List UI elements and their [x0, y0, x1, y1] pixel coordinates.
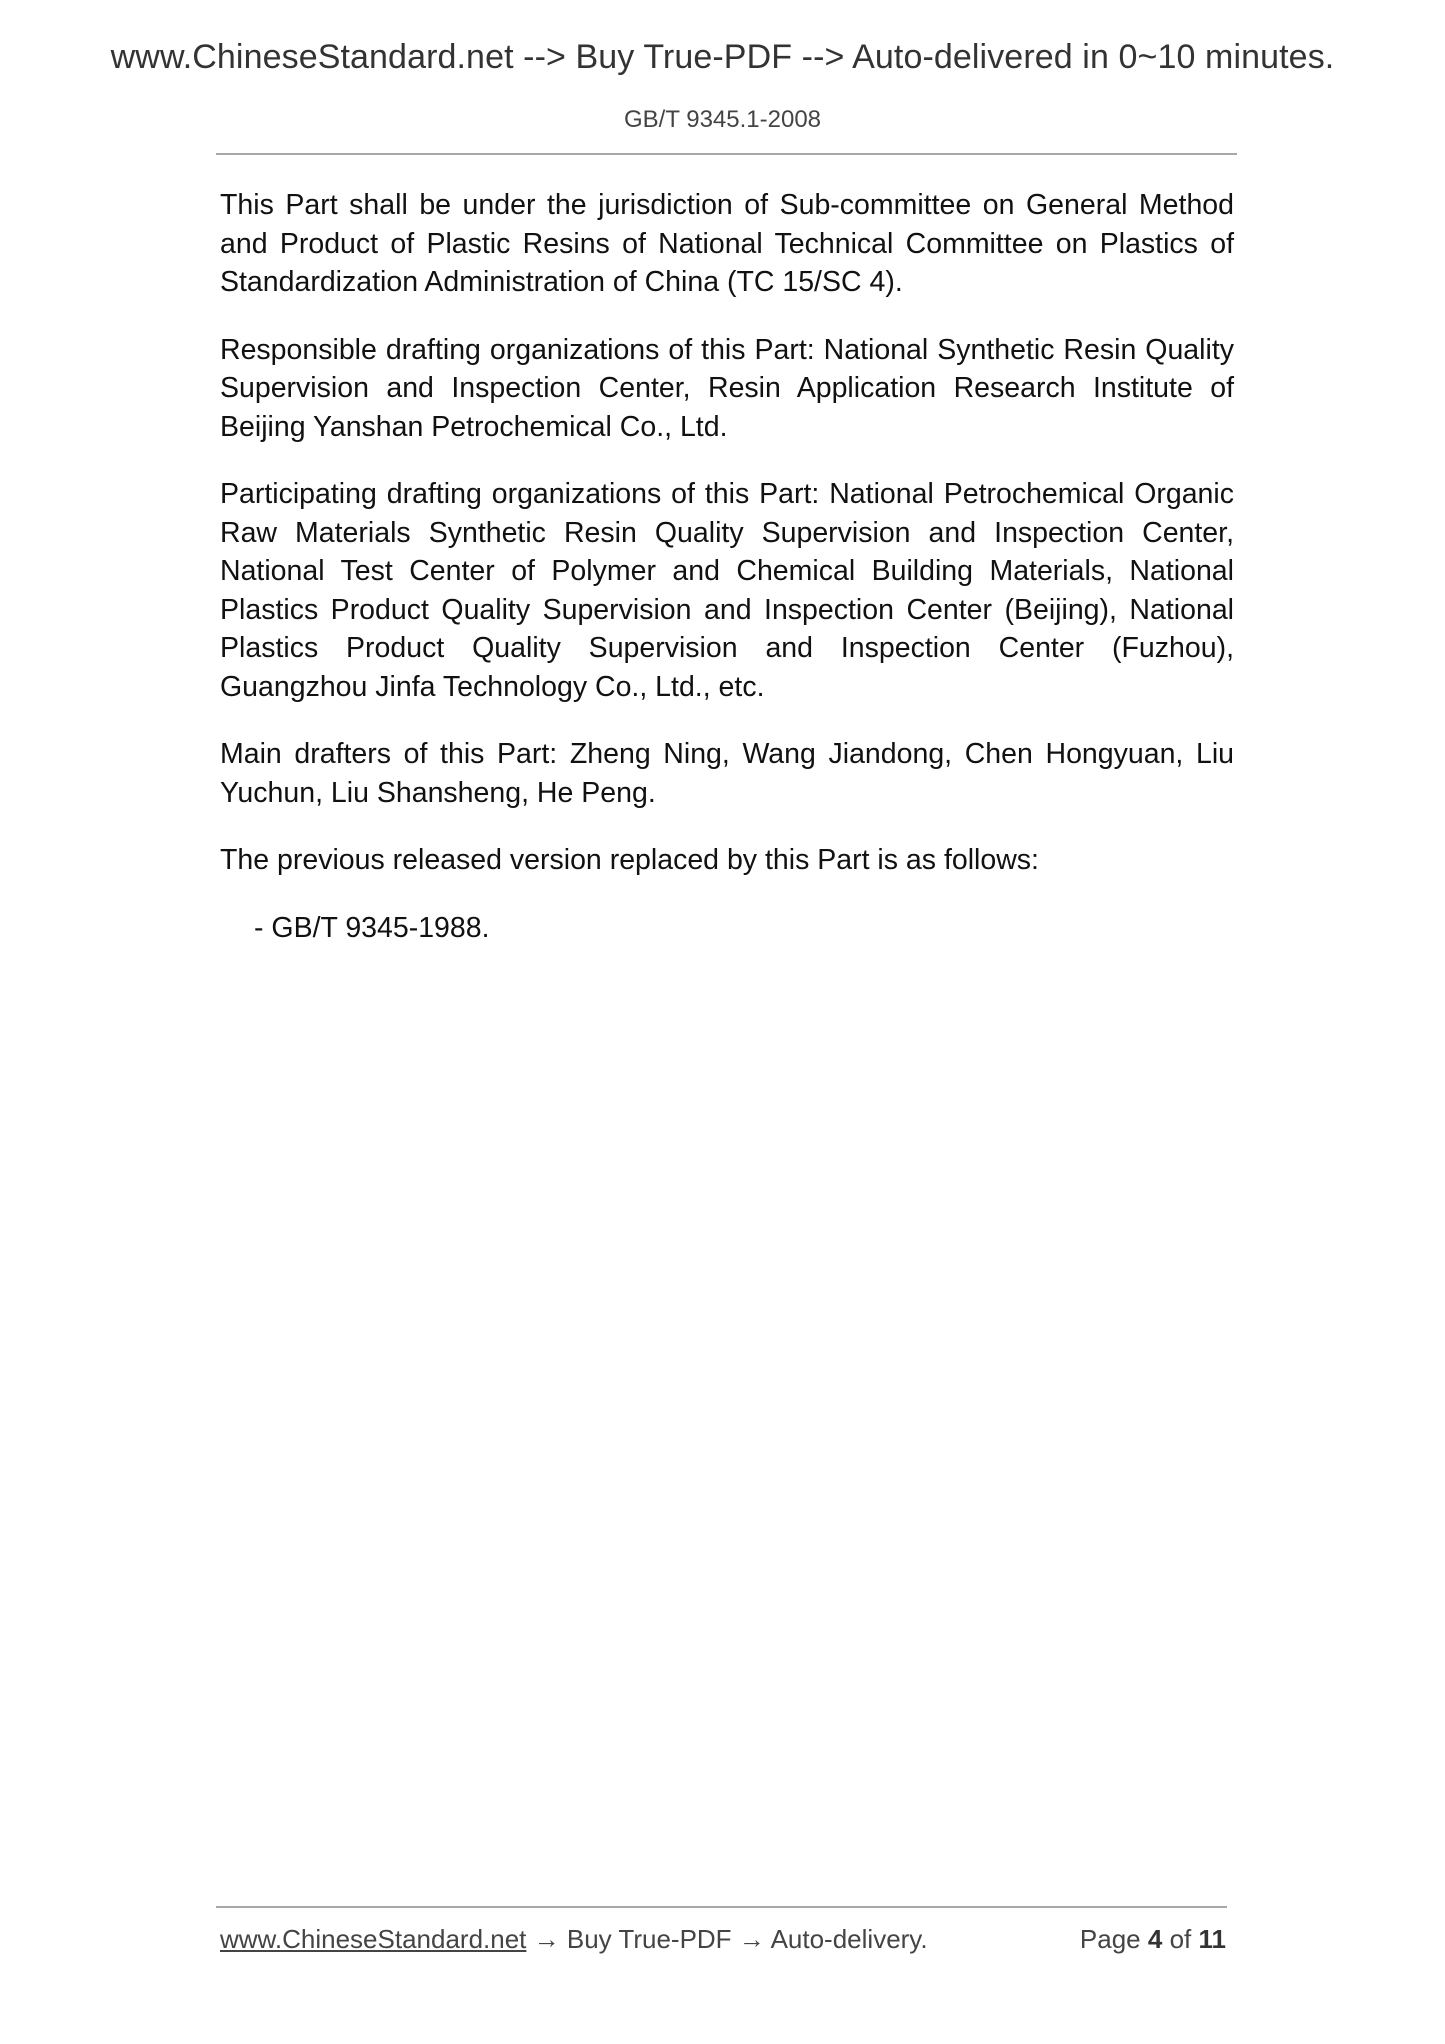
page-label: Page	[1079, 1924, 1141, 1954]
paragraph-participating-organizations: Participating drafting organizations of this Part: National Petrochemical Organic Raw Materials Synthetic Resin Quality Supervision and Inspection Center, National Test Center of Polymer and Chemical Building Materials, National Plastics Product Quality Supervision and Inspection Center (Beijing), National Plastics Product Quality Supervision and Inspection Center (Fuzhou), Guangzhou Jinfa Technology Co., Ltd., etc.	[220, 478, 1234, 703]
header-divider	[216, 153, 1237, 155]
list-item-previous-standard: - GB/T 9345-1988.	[254, 911, 490, 944]
paragraph-previous-version: The previous released version replaced by this Part is as follows:	[220, 844, 1039, 876]
document-code: GB/T 9345.1-2008	[623, 106, 822, 133]
document-body	[220, 186, 1234, 976]
footer-tagline: → Buy True-PDF → Auto-delivery.	[526, 1924, 928, 1954]
footer-left	[220, 1924, 928, 1955]
page-indicator	[1080, 1924, 1226, 1955]
total-pages: 11	[1198, 1924, 1226, 1954]
of-label: of	[1169, 1924, 1192, 1954]
paragraph-jurisdiction: This Part shall be under the jurisdiction of Sub-committee on General Method and Product of Plastic Resins of National Technical Committee on Plastics of Standardization Administration of China (TC 15/SC 4).	[220, 189, 1234, 298]
footer-divider	[216, 1906, 1227, 1908]
footer-website-link[interactable]: www.ChineseStandard.net	[220, 1924, 527, 1954]
top-banner: www.ChineseStandard.net --> Buy True-PDF --> Auto-delivered in 0~10 minutes.	[110, 38, 1335, 76]
paragraph-responsible-organizations: Responsible drafting organizations of this Part: National Synthetic Resin Quality Supervision and Inspection Center, Resin Application Research Institute of Beijing Yanshan Petrochemical Co., Ltd.	[220, 333, 1234, 443]
paragraph-main-drafters: Main drafters of this Part: Zheng Ning, Wang Jiandong, Chen Hongyuan, Liu Yuchun, Liu Shansheng, He Peng.	[220, 738, 1234, 809]
page-number: 4	[1147, 1924, 1163, 1954]
